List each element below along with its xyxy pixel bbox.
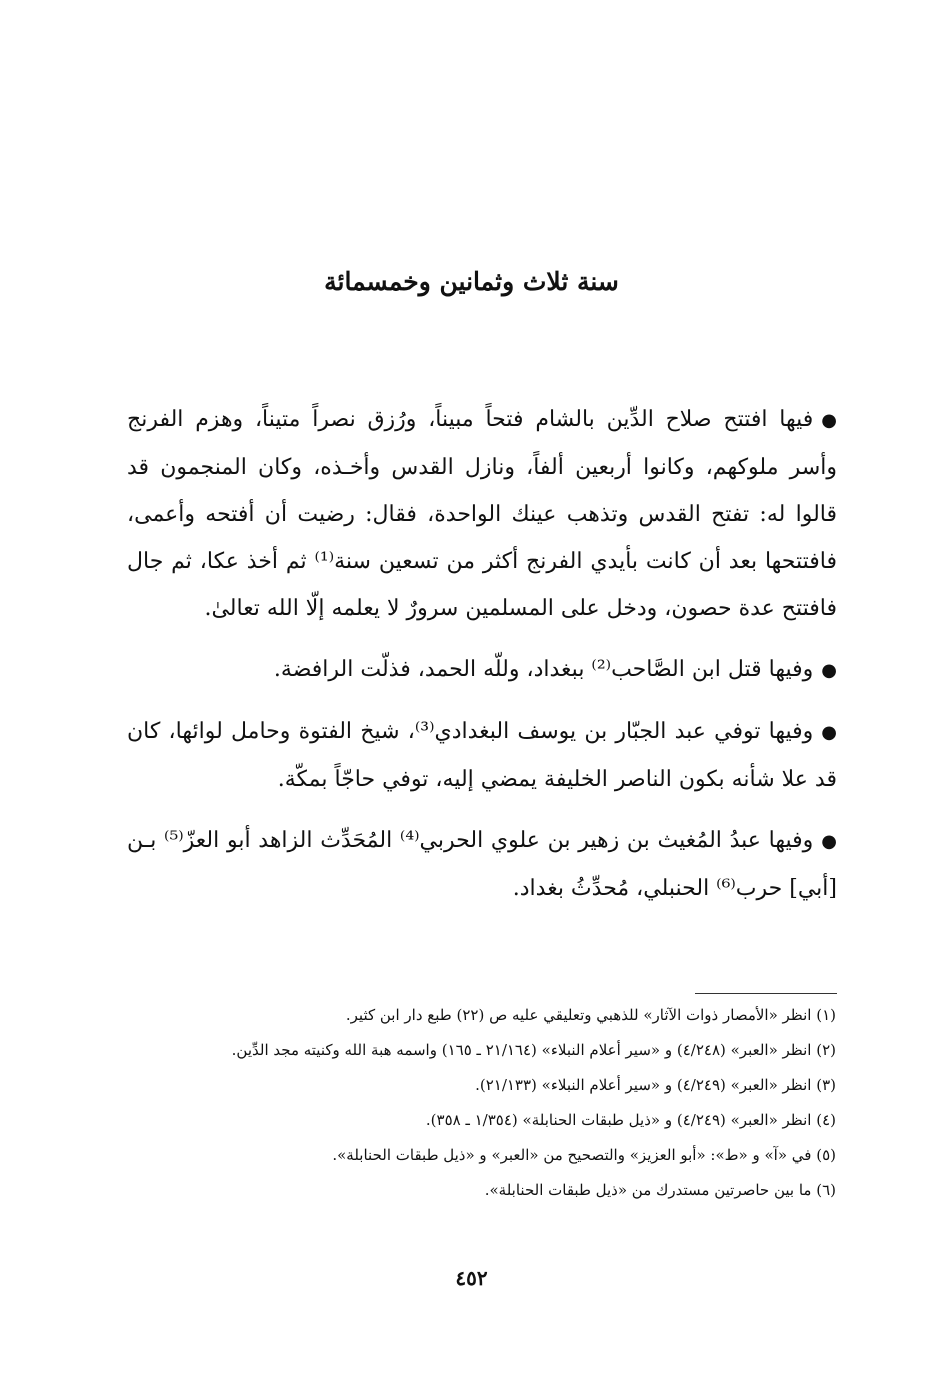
footnote-4: (٤) انظر «العبر» (٤/٢٤٩) و «ذيل طبقات الحنابلة» (١/٣٥٤ ـ ٣٥٨). <box>425 1111 836 1129</box>
paragraph-text: وفيها قتل ابن الصَّاحب⁽²⁾ ببغداد، وللّه الحمد، فذلّت الرافضة. <box>273 657 814 682</box>
footnote-5: (٥) في «آ» و «ط»: «أبو العزيز» والتصحيح من «العبر» و «ذيل طبقات الحنابلة». <box>332 1146 836 1164</box>
paragraph-text: وفيها عبدُ المُغيث بن زهير بن علوي الحربي⁽⁴⁾ المُحَدِّث الزاهد أبو العزّ⁽⁵⁾ بـن [أبي] حرب⁽⁶⁾ الحنبلي، مُحدِّثُ بغداد. <box>127 828 837 901</box>
main-text <box>127 396 837 912</box>
bullet-icon: ● <box>821 660 837 681</box>
paragraph-4 <box>127 817 837 912</box>
paragraph-text: فيها افتتح صلاح الدِّين بالشام فتحاً مبيناً، ورُزق نصراً متيناً، وهزم الفرنج وأسر ملوكهم، وكانوا أربعين ألفاً، ونازل القدس وأخـذه، وكان المنجمون قد قالوا له: تفتح القدس وتذهب عينك الواحدة، فقال: رضيت أن أفتحه وأعمى، فافتتحها بعد أن كانت بأيدي الفرنج أكثر من تسعين سنة⁽¹⁾ ثم أخذ عكا، ثم جال فافتتح عدة حصون، ودخل على المسلمين سرورٌ لا يعلمه إلّا الله تعالىٰ. <box>127 407 837 621</box>
paragraph-3 <box>127 708 837 803</box>
footnotes <box>120 1000 836 1210</box>
footnote-2: (٢) انظر «العبر» (٤/٢٤٨) و «سير أعلام النبلاء» (٢١/١٦٤ ـ ١٦٥) واسمه هبة الله وكنيته مجد الدِّين. <box>231 1041 836 1059</box>
page-number: ٤٥٢ <box>455 1266 488 1290</box>
bullet-icon: ● <box>821 722 838 743</box>
footnote-1: (١) انظر «الأمصار ذوات الآثار» للذهبي وتعليقي عليه ص (٢٢) طبع دار ابن كثير. <box>345 1006 836 1024</box>
footnote-3: (٣) انظر «العبر» (٤/٢٤٩) و «سير أعلام النبلاء» (٢١/١٣٣). <box>475 1076 836 1094</box>
paragraph-text: وفيها توفي عبد الجبّار بن يوسف البغدادي⁽³⁾، شيخ الفتوة وحامل لوائها، كان قد علا شأنه بكون الناصر الخليفة يمضي إليه، توفي حاجّاً بمكّة. <box>127 719 837 792</box>
bullet-icon: ● <box>821 831 837 852</box>
bullet-icon: ● <box>821 410 837 431</box>
section-title: سنة ثلاث وثمانين وخمسمائة <box>324 267 619 296</box>
footnote-6: (٦) ما بين حاصرتين مستدرك من «ذيل طبقات الحنابلة». <box>484 1181 836 1199</box>
footnote-divider <box>695 993 837 994</box>
paragraph-2 <box>127 646 837 694</box>
paragraph-1 <box>127 396 837 632</box>
